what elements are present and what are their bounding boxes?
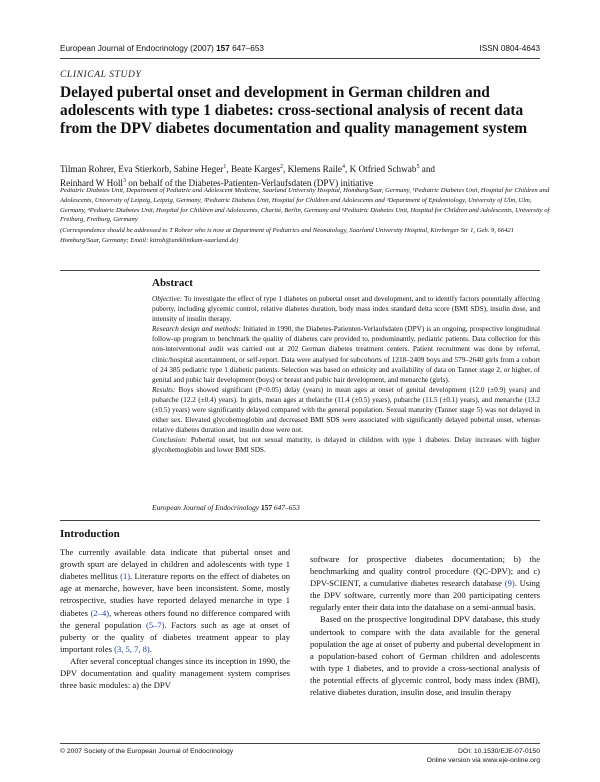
reference-link[interactable]: (1) <box>120 571 131 582</box>
abstract-results: Results: Boys showed significant (P<0.05) delay (years) in mean ages at onset of genital development (12.0 (±0.9) years) and pubarche (12.2 (±0.4) years). In girls, mean ages at thelarche (11.4 (±0.5) years), pubarche (11.5 (±0.1) years), and menarche (13.2 (±0.5) years) were significantly delayed compared with the general population. Sexual maturity (Tanner stage 5) was not delayed in either sex. Elevated glycohemoglobin and decreased BMI SDS were associated with significantly delayed pubertal onset, whereas relative diabetes duration and insulin dose were not. <box>152 385 540 435</box>
reference-link[interactable]: (5–7) <box>145 619 165 630</box>
right-column <box>310 553 540 698</box>
intro-paragraph-2-cont: software for prospective diabetes documentation; b) the benchmarking and quality control procedure (QC-DPV); and c) DPV-SCIENT, a cumulative diabetes research database (9). Using the DPV software, currently more than 200 participating centers regularly enter their data into the database on a semi-annual basis. <box>310 554 540 613</box>
issn: ISSN 0804-4643 <box>479 44 540 53</box>
abstract-objective: Objective: To investigate the effect of type 1 diabetes on pubertal onset and development, and to identify factors potentially affecting puberty, including glycemic control, relative diabetes duration, body mass index standard delta score (BMI SDS), insulin dose, and intensity of insulin therapy. <box>152 295 540 324</box>
intro-paragraph-2: After several conceptual changes since its inception in 1990, the DPV documentation and quality management system comprises three basic modules: a) the DPV <box>60 655 290 691</box>
article-title: Delayed pubertal onset and development in German children and adolescents with type 1 diabetes: cross-sectional analysis of recent data from the DPV diabetes documentation and quality management system <box>60 84 528 137</box>
affiliations: Pediatric Diabetes Unit, Department of Pediatric and Adolescent Medicine, Saarland University Hospital, Homburg/Saar, Germany, ¹Pediatric Diabetes Unit, Hospital for Children and Adolescents, University of Leipzig, Leipzig, Germany, ²Pediatric Diabetes Unit, Hospital for Children and Adolescents and ³Department of Epidemiology, University of Ulm, Ulm, Germany, ⁴Pediatric Diabetes Unit, Hospital for Children and Adolescents, Charité, Berlin, Germany and ⁵Pediatric Diabetes Unit, Hospital for Children and Adolescents, University of Freiburg, Freiburg, Germany <box>60 187 550 224</box>
left-column <box>60 528 290 691</box>
abstract-heading: Abstract <box>152 277 193 289</box>
abstract-citation: European Journal of Endocrinology 157 647–653 <box>152 503 300 512</box>
intro-paragraph-3: Based on the prospective longitudinal DPV database, this study undertook to compare with the data available for the general population the age at onset of puberty and pubertal development in a population-based cohort of German children and adolescents with type 1 diabetes, and to provide a cross-sectional analysis of the potential effects of glycemic control, body mass index (BMI), relative diabetes duration, insulin dose, and insulin therapy <box>310 614 540 698</box>
footer-rule <box>60 743 540 744</box>
introduction-heading: Introduction <box>60 528 120 540</box>
copyright: © 2007 Society of the European Journal of Endocrinology <box>60 748 234 755</box>
reference-link[interactable]: (3, 5, 7, 8) <box>114 643 150 654</box>
running-header <box>60 44 540 58</box>
doi-block: DOI: 10.1530/EJE-07-0150 Online version via www.eje-online.org <box>426 748 540 764</box>
journal-citation-header: European Journal of Endocrinology (2007) 157 647–653 <box>60 44 264 53</box>
abstract-top-rule <box>60 270 540 271</box>
section-type: CLINICAL STUDY <box>60 70 142 80</box>
reference-link[interactable]: (2–4) <box>90 607 110 618</box>
author-list: Tilman Rohrer, Eva Stierkorb, Sabine Heger$^1$, Beate Karges$^2$, Klemens Raile$^4$, K Otfried Schwab$^5$ and Reinhard W Holl$^3$ on behalf of the Diabetes-Patienten-Verlaufsdaten (DPV) initiative <box>60 164 436 188</box>
correspondence: (Correspondence should be addressed to T Rohrer who is now at Department of Pediatrics and Neonatology, Saarland University Hospital, Kirrberger Str 1, Geb. 9, 66421 Homburg/Saar, Germany; Email: kitroh@uniklinikum-saarland.de) <box>60 227 515 244</box>
abstract-design: Research design and methods: Initiated in 1990, the Diabetes-Patienten-Verlaufsdaten (DPV) is an ongoing, prospective longitudinal follow-up program to benchmark the quality of diabetes care provided to, predominantly, pediatric patients. Data collection for this non-interventional audit was carried out at 202 German diabetes treatment centers. Patient recruitment was done by referral, clinic/hospital ascertainment, or self-report. Data were analysed for subcohorts of 1218–2409 boys and 579–2640 girls from a cohort of 24 385 pediatric type 1 diabetic patients. Selection was based on ethnicity and availability of data on Tanner stage 2, or higher, of genital and pubic hair development (boys) or breast and pubic hair development, and menarche (girls). <box>152 325 540 384</box>
reference-link[interactable]: (9) <box>504 578 515 589</box>
abstract-body <box>152 294 540 456</box>
header-rule <box>60 58 540 59</box>
abstract-bottom-rule <box>60 520 540 521</box>
abstract-conclusion: Conclusion: Pubertal onset, but not sexual maturity, is delayed in children with type 1 diabetes. Delay increases with higher glycohemoglobin and lower BMI SDS. <box>152 436 540 455</box>
intro-paragraph-1: The currently available data indicate that pubertal onset and growth spurt are delayed in children and adolescents with type 1 diabetes mellitus (1). Literature reports on the effect of diabetes on age at menarche, however, have been inconsistent. Some, mostly retrospective, studies have reported delayed menarche in type 1 diabetes (2–4), whereas others found no difference compared with the general population (5–7). Factors such as age at onset of puberty or the quality of diabetes treatment appear to play important roles (3, 5, 7, 8). <box>60 547 290 654</box>
